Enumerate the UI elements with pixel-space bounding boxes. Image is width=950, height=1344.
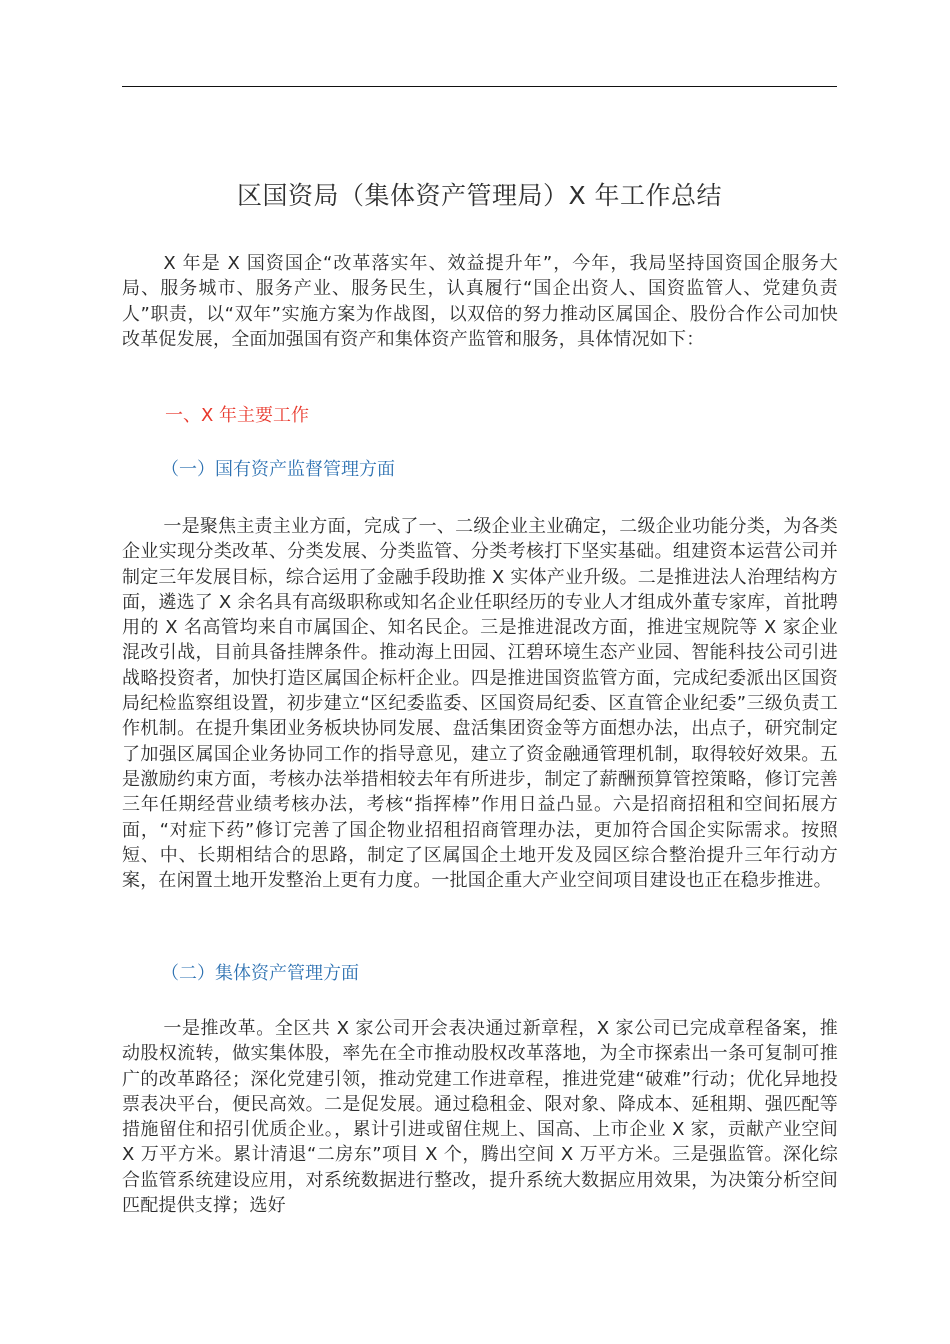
subsection-heading-state-assets: （一）国有资产监督管理方面 (161, 459, 395, 480)
section-heading-main-work: 一、X 年主要工作 (165, 405, 310, 426)
collective-assets-paragraph: 一是推改革。全区共 X 家公司开会表决通过新章程，X 家公司已完成章程备案，推动股权流转，做实集体股，率先在全市推动股权改革落地，为全市探索出一条可复制可推广的改革路径；深化党建引领，推动党建工作进章程，推进党建“破难”行动；优化异地投票表决平台，便民高效。二是促发展。通过稳租金、限对象、降成本、延租期、强匹配等措施留住和招引优质企业。，累计引进或留住规上、国高、上市企业 X 家，贡献产业空间 X 万平方米。累计清退“二房东”项目 X 个，腾出空间 X 万平方米。三是强监管。深化综合监管系统建设应用，对系统数据进行整改，提升系统大数据应用效果，为决策分析空间匹配提供支撑；选好 (122, 1018, 838, 1217)
state-assets-paragraph: 一是聚焦主责主业方面，完成了一、二级企业主业确定，二级企业功能分类，为各类企业实现分类改革、分类发展、分类监管、分类考核打下坚实基础。组建资本运营公司并制定三年发展目标，综合运用了金融手段助推 X 实体产业升级。二是推进法人治理结构方面，遴选了 X 余名具有高级职称或知名企业任职经历的专业人才组成外董专家库，首批聘用的 X 名高管均来自市属国企、知名民企。三是推进混改方面，推进宝规院等 X 家企业混改引战，目前具备挂牌条件。推动海上田园、江碧环境生态产业园、智能科技公司引进战略投资者，加快打造区属国企标杆企业。四是推进国资监管方面，完成纪委派出区国资局纪检监察组设置，初步建立“区纪委监委、区国资局纪委、区直管企业纪委”三级负责工作机制。在提升集团业务板块协同发展、盘活集团资金等方面想办法，出点子，研究制定了加强区属国企业务协同工作的指导意见，建立了资金融通管理机制，取得较好效果。五是激励约束方面，考核办法举措相较去年有所进步，制定了薪酬预算管控策略，修订完善三年任期经营业绩考核办法，考核“指挥棒”作用日益凸显。六是招商招租和空间拓展方面，“对症下药”修订完善了国企物业招租招商管理办法，更加符合国企实际需求。按照短、中、长期相结合的思路，制定了区属国企土地开发及园区综合整治提升三年行动方案，在闲置土地开发整治上更有力度。一批国企重大产业空间项目建设也正在稳步推进。 (122, 516, 838, 892)
intro-paragraph: X 年是 X 国资国企“改革落实年、效益提升年”，今年，我局坚持国资国企服务大局、服务城市、服务产业、服务民生，认真履行“国企出资人、国资监管人、党建负责人”职责，以“双年”实施方案为作战图，以双倍的努力推动区属国企、股份合作公司加快改革促发展，全面加强国有资产和集体资产监管和服务，具体情况如下： (122, 253, 838, 350)
document-title: 区国资局（集体资产管理局）X 年工作总结 (236, 181, 723, 210)
header-rule (122, 86, 837, 87)
subsection-heading-collective-assets: （二）集体资产管理方面 (161, 963, 359, 984)
